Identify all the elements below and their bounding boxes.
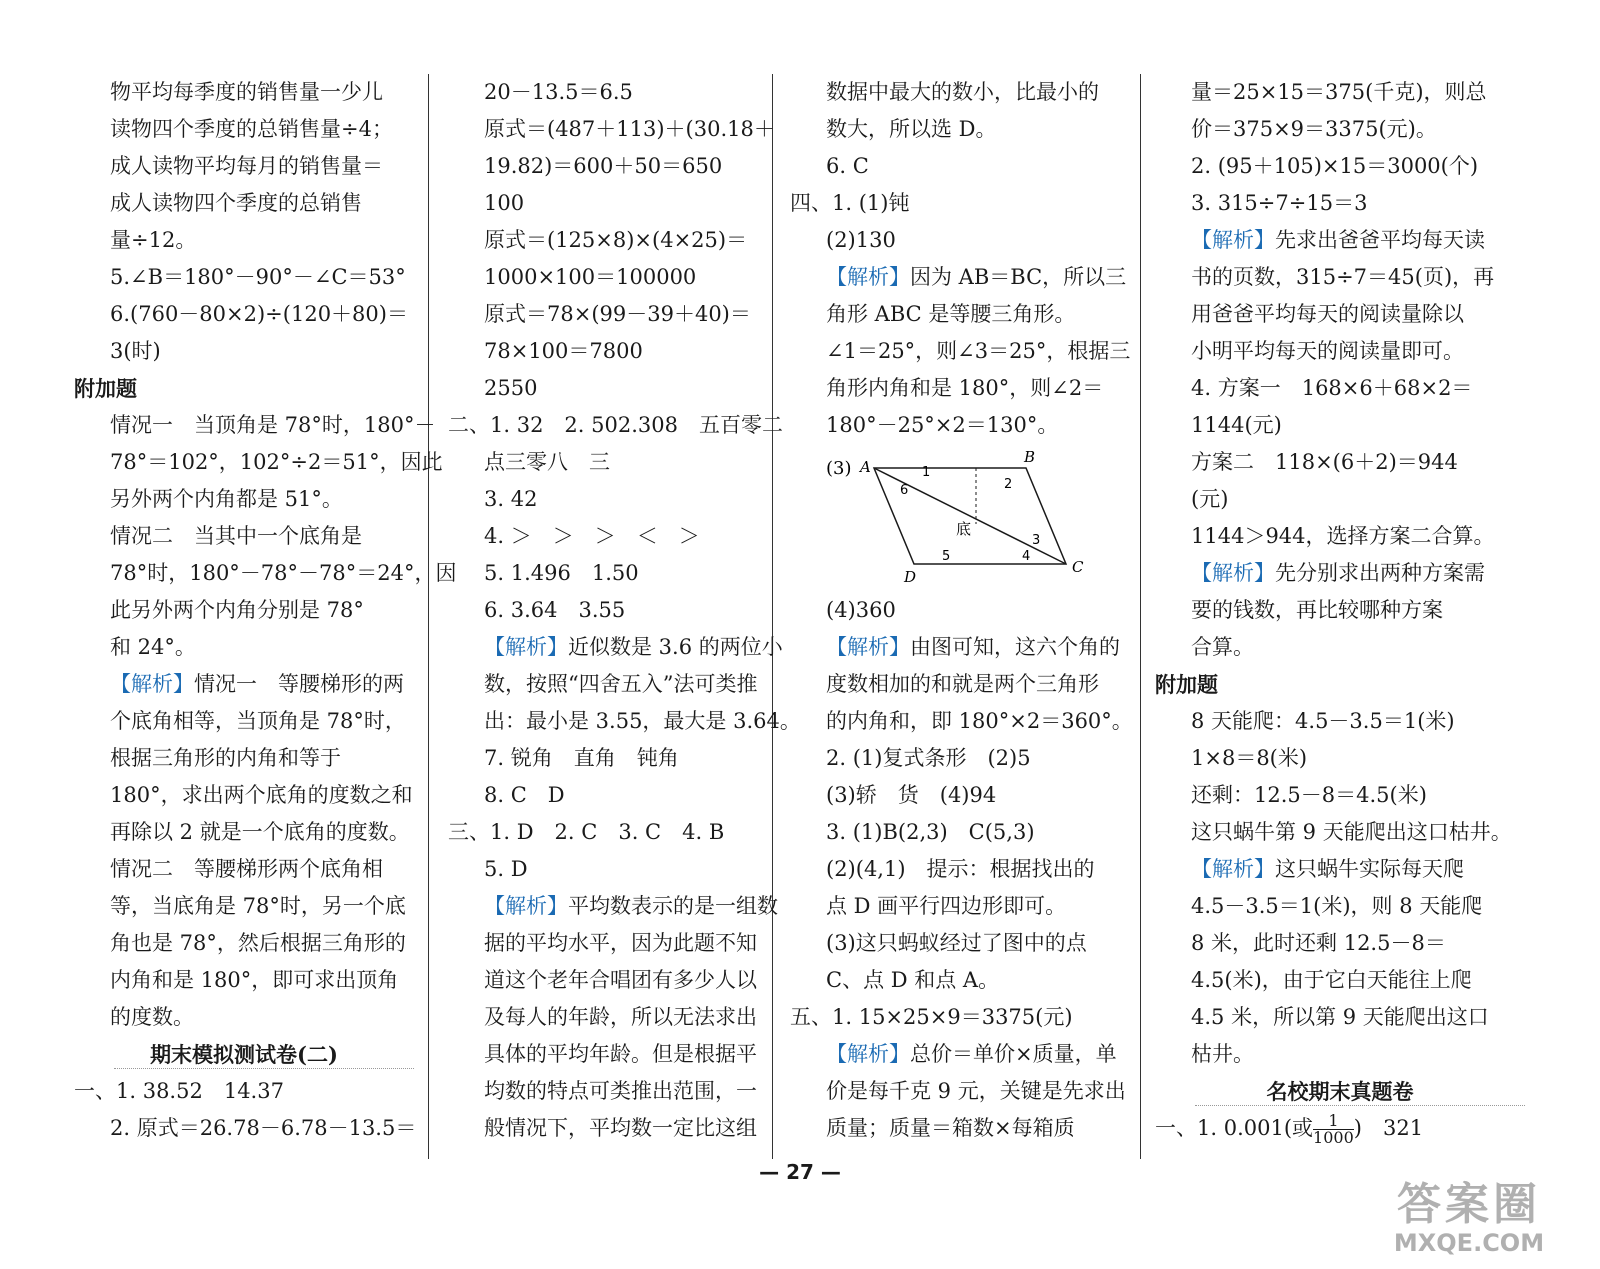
text-line: (3)这只蚂蚁经过了图中的点 (826, 931, 1087, 955)
text-line: 个底角相等，当顶角是 78°时， (110, 709, 406, 733)
section-heading: 附加题 (1155, 672, 1218, 697)
text-line: 情况二 当其中一个底角是 (110, 524, 362, 548)
text-line: 及每人的年龄，所以无法求出 (484, 1005, 757, 1029)
text-line: 枯井。 (1191, 1042, 1254, 1066)
answer-item: 一、1. 38.52 14.37 (74, 1079, 284, 1103)
text-line: 1144＞944，选择方案二合算。 (1191, 524, 1495, 548)
text-line: 般情况下，平均数一定比这组 (484, 1116, 757, 1140)
watermark-bottom: MXQE.COM (1393, 1229, 1545, 1257)
column-divider (428, 74, 429, 1159)
text-line: 原式＝(125×8)×(4×25)＝ (484, 228, 748, 252)
answer-item (1155, 1110, 1525, 1147)
analysis-line: 【解析】由图可知，这六个角的 (826, 635, 1120, 659)
text-line: 78°＝102°，102°÷2＝51°，因此 (110, 450, 443, 474)
text-line: 180°，求出两个底角的度数之和 (110, 783, 413, 807)
text-line: 方案二 118×(6＋2)＝944 (1191, 450, 1458, 474)
answer-item: 二、1. 32 2. 502.308 五百零二 (448, 413, 783, 437)
parallelogram-diagram (826, 444, 1106, 584)
analysis-tag: 【解析】 (110, 672, 194, 696)
text-line: 180°－25°×2＝130°。 (826, 413, 1059, 437)
analysis-tag: 【解析】 (1191, 561, 1275, 585)
section-title: 名校期末真题卷 (1155, 1073, 1525, 1110)
text-line: 1×8＝8(米) (1191, 746, 1308, 770)
column-3 (790, 74, 1135, 1174)
figure-item-label: (3) (826, 458, 852, 479)
text-line: 均数的特点可类推出范围，一 (484, 1079, 757, 1103)
answer-item: 3. 315÷7÷15＝3 (1191, 191, 1368, 215)
answer-item: 3. (1)B(2,3) C(5,3) (826, 820, 1035, 844)
text-line: 数据中最大的数小，比最小的 (826, 80, 1099, 104)
text-line: 数大，所以选 D。 (826, 117, 997, 141)
text-line: 这只蜗牛第 9 天能爬出这口枯井。 (1191, 820, 1512, 844)
text-line: 8 天能爬：4.5－3.5＝1(米) (1191, 709, 1455, 733)
answer-item: 7. 锐角 直角 钝角 (484, 746, 679, 770)
answer-item: 6. 3.64 3.55 (484, 598, 626, 622)
text-line: 等，当底角是 78°时，另一个底 (110, 894, 406, 918)
analysis-line: 【解析】情况一 等腰梯形的两 (110, 672, 404, 696)
text-line: 质量；质量＝箱数×每箱质 (826, 1116, 1075, 1140)
text-line: 1144(元) (1191, 413, 1282, 437)
answer-item: 2. (1)复式条形 (2)5 (826, 746, 1031, 770)
text-line: 小明平均每天的阅读量即可。 (1191, 339, 1464, 363)
angle-label-2: 2 (1004, 477, 1013, 492)
text-line: 出：最小是 3.55，最大是 3.64。 (484, 709, 801, 733)
text-line: 量÷12。 (110, 228, 197, 252)
text-line: 量＝25×15＝375(千克)，则总 (1191, 80, 1487, 104)
text-line: 100 (484, 191, 525, 215)
point-label-b: B (1024, 448, 1036, 466)
answer-item: 2. 原式＝26.78－6.78－13.5＝ (110, 1116, 417, 1140)
text-line: 1000×100＝100000 (484, 265, 697, 289)
text-line: (2)130 (826, 228, 896, 252)
text-line: C、点 D 和点 A。 (826, 968, 1000, 992)
analysis-tag: 【解析】 (484, 635, 568, 659)
text-line: 78°时，180°－78°－78°＝24°，因 (110, 561, 457, 585)
answer-item: 6. C (826, 154, 869, 178)
text-line: 书的页数，315÷7＝45(页)，再 (1191, 265, 1495, 289)
text-line: 另外两个内角都是 51°。 (110, 487, 343, 511)
text-line: 和 24°。 (110, 635, 196, 659)
text-line: 据的平均水平，因为此题不知 (484, 931, 757, 955)
text-line: 道这个老年合唱团有多少人以 (484, 968, 757, 992)
text-line: 情况二 等腰梯形两个底角相 (110, 857, 383, 881)
text-line: 情况一 当顶角是 78°时，180°－ (110, 413, 436, 437)
text-line: 用爸爸平均每天的阅读量除以 (1191, 302, 1464, 326)
text-line: 8 米，此时还剩 12.5－8＝ (1191, 931, 1446, 955)
text-line: 数，按照“四舍五入”法可类推 (484, 672, 758, 696)
text-line: 78×100＝7800 (484, 339, 643, 363)
paren-open: (或 (1283, 1116, 1314, 1140)
answer-item: 6.(760－80×2)÷(120＋80)＝ (110, 302, 408, 326)
analysis-line: 【解析】因为 AB＝BC，所以三 (826, 265, 1127, 289)
text-line: 度数相加的和就是两个三角形 (826, 672, 1099, 696)
text-line: 原式＝(487＋113)＋(30.18＋ (484, 117, 775, 141)
text-line: 此另外两个内角分别是 78° (110, 598, 364, 622)
text-line: 角也是 78°，然后根据三角形的 (110, 931, 406, 955)
angle-label-3: 3 (1032, 533, 1041, 548)
watermark-logo (1364, 1181, 1574, 1261)
analysis-line: 【解析】总价＝单价×质量，单 (826, 1042, 1117, 1066)
analysis-tag: 【解析】 (1191, 228, 1275, 252)
base-label: 底 (956, 520, 972, 538)
paren-close: ) (1353, 1116, 1362, 1140)
text-line: 4.5－3.5＝1(米)，则 8 天能爬 (1191, 894, 1483, 918)
text-line: 价＝375×9＝3375(元)。 (1191, 117, 1437, 141)
analysis-tag: 【解析】 (826, 1042, 910, 1066)
point-label-a: A (860, 458, 871, 476)
analysis-tag: 【解析】 (826, 635, 910, 659)
column-1 (74, 74, 457, 1174)
text-line: 的度数。 (110, 1005, 194, 1029)
answer-item: 8. C D (484, 783, 565, 807)
text-line: 20－13.5＝6.5 (484, 80, 633, 104)
text-line: 根据三角形的内角和等于 (110, 746, 341, 770)
analysis-tag: 【解析】 (484, 894, 568, 918)
answer-item: 五、1. 15×25×9＝3375(元) (790, 1005, 1073, 1029)
text-line: 19.82)＝600＋50＝650 (484, 154, 723, 178)
column-2 (448, 74, 801, 1174)
point-label-d: D (904, 568, 917, 586)
text-line: 读物四个季度的总销售量÷4； (110, 117, 393, 141)
parallelogram-figure (790, 444, 1135, 592)
fraction (1313, 1113, 1354, 1146)
watermark-top: 答案圈 (1397, 1179, 1541, 1230)
text-line: 内角和是 180°，即可求出顶角 (110, 968, 399, 992)
answer-item: 三、1. D 2. C 3. C 4. B (448, 820, 725, 844)
column-4 (1155, 74, 1525, 1174)
analysis-tag: 【解析】 (1191, 857, 1275, 881)
column-divider (1140, 74, 1141, 1159)
text-line: 4.5(米)，由于它白天能往上爬 (1191, 968, 1472, 992)
text-line: 物平均每季度的销售量一少儿 (110, 80, 383, 104)
angle-label-1: 1 (922, 465, 931, 480)
text-line: (4)360 (826, 598, 896, 622)
fraction-denominator: 1000 (1313, 1128, 1354, 1147)
text-line: 原式＝78×(99－39＋40)＝ (484, 302, 751, 326)
text-line: 价是每千克 9 元，关键是先求出 (826, 1079, 1126, 1103)
angle-label-5: 5 (942, 549, 951, 564)
answer-item: 2. (95＋105)×15＝3000(个) (1191, 154, 1479, 178)
text-line: 4.5 米，所以第 9 天能爬出这口 (1191, 1005, 1489, 1029)
answer-item: 3. 42 (484, 487, 538, 511)
text-line: (3)轿 货 (4)94 (826, 783, 997, 807)
analysis-tag: 【解析】 (826, 265, 910, 289)
answer-item: 4. ＞ ＞ ＞ ＜ ＞ (484, 524, 700, 548)
text-line: 成人读物四个季度的总销售 (110, 191, 362, 215)
text-line: 具体的平均年龄。但是根据平 (484, 1042, 757, 1066)
answer-item: 5.∠B＝180°－90°－∠C＝53° (110, 265, 406, 289)
text-line: 2550 (484, 376, 538, 400)
angle-label-6: 6 (900, 483, 909, 498)
text-line: 还剩：12.5－8＝4.5(米) (1191, 783, 1427, 807)
angle-label-4: 4 (1022, 549, 1031, 564)
analysis-line: 【解析】近似数是 3.6 的两位小 (484, 635, 783, 659)
text-line: (元) (1191, 487, 1229, 511)
text-line: 再除以 2 就是一个底角的度数。 (110, 820, 410, 844)
text-line: 点 D 画平行四边形即可。 (826, 894, 1067, 918)
text-line: 角形内角和是 180°，则∠2＝ (826, 376, 1104, 400)
fraction-numerator: 1 (1328, 1111, 1339, 1130)
text-line: 的内角和，即 180°×2＝360°。 (826, 709, 1133, 733)
text-line: 3(时) (110, 339, 161, 363)
text-line: 角形 ABC 是等腰三角形。 (826, 302, 1076, 326)
text-line: 合算。 (1191, 635, 1254, 659)
answer-item: 5. D (484, 857, 528, 881)
answer-item: 四、1. (1)钝 (790, 191, 910, 215)
answer-prefix: 一、1. 0.001 (1155, 1116, 1284, 1140)
text-line: 要的钱数，再比较哪种方案 (1191, 598, 1443, 622)
text-line: 成人读物平均每月的销售量＝ (110, 154, 383, 178)
analysis-line: 【解析】先分别求出两种方案需 (1191, 561, 1485, 585)
text-line: 点三零八 三 (484, 450, 610, 474)
text-line: (2)(4,1) 提示：根据找出的 (826, 857, 1095, 881)
answer-item: 4. 方案一 168×6＋68×2＝ (1191, 376, 1473, 400)
answer-suffix: 321 (1361, 1116, 1424, 1140)
analysis-line: 【解析】平均数表示的是一组数 (484, 894, 778, 918)
analysis-line: 【解析】这只蜗牛实际每天爬 (1191, 857, 1464, 881)
section-heading: 附加题 (74, 376, 137, 401)
answer-item: 5. 1.496 1.50 (484, 561, 639, 585)
point-label-c: C (1072, 558, 1084, 576)
section-title: 期末模拟测试卷(二) (74, 1036, 414, 1073)
analysis-line: 【解析】先求出爸爸平均每天读 (1191, 228, 1485, 252)
page-number: — 27 — (759, 1160, 841, 1184)
text-line: ∠1＝25°，则∠3＝25°，根据三 (826, 339, 1131, 363)
